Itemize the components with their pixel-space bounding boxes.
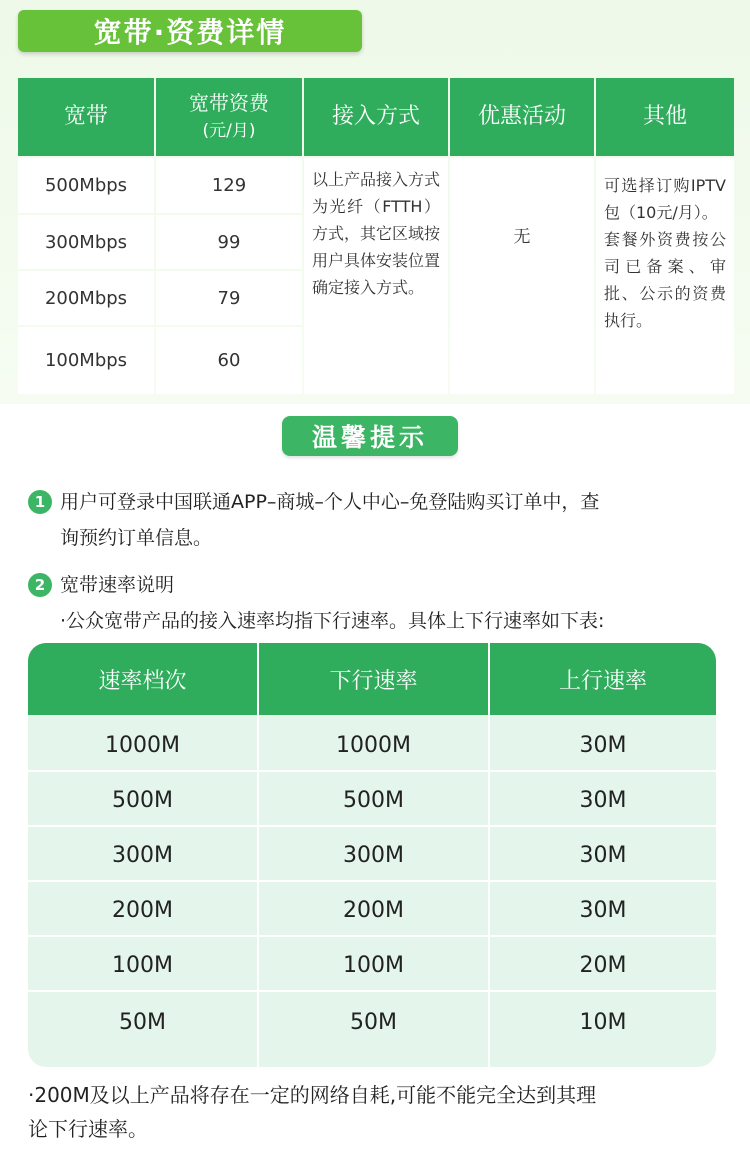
speed-cell: 30M	[579, 787, 627, 813]
speed-header-download: 下行速率	[259, 643, 488, 715]
fee-section-title: 宽带·资费详情	[18, 10, 362, 52]
speed-cell: 1000M	[105, 732, 180, 758]
bottom-note-line1: ·200M及以上产品将存在一定的网络自耗,可能不能完全达到其理	[28, 1083, 597, 1107]
speed-cell: 500M	[343, 787, 404, 813]
speed-table	[28, 643, 716, 1067]
fee-speed-cell: 300Mbps	[18, 215, 154, 269]
speed-cell: 30M	[579, 732, 627, 758]
fee-price-cell: 129	[156, 158, 302, 213]
speed-cell: 50M	[350, 1009, 397, 1035]
speed-cell: 10M	[579, 1009, 627, 1035]
tip-1-line2: 询预约订单信息。	[60, 527, 213, 549]
header-bandwidth: 宽带	[18, 78, 154, 156]
speed-cell: 500M	[112, 787, 173, 813]
speed-cell: 300M	[343, 842, 404, 868]
bottom-note-line2: 论下行速率。	[28, 1117, 148, 1141]
tip-2-line1: 宽带速率说明	[60, 574, 175, 596]
speed-header-upload: 上行速率	[490, 643, 716, 715]
header-other: 其他	[596, 78, 734, 156]
other-text-extra-fee: 套餐外资费按公司已备案、审批、公示的资费执行。	[604, 230, 726, 330]
header-fee	[156, 78, 302, 156]
header-promo: 优惠活动	[450, 78, 594, 156]
speed-header-tier: 速率档次	[28, 643, 257, 715]
speed-cell: 20M	[579, 952, 627, 978]
speed-cell: 200M	[112, 897, 173, 923]
tip-number-2: 2	[28, 573, 52, 597]
speed-cell: 50M	[119, 1009, 166, 1035]
header-fee-line2: (元/月)	[202, 121, 256, 141]
speed-cell: 30M	[579, 842, 627, 868]
header-fee-line1: 宽带资费	[189, 91, 269, 115]
speed-cell: 30M	[579, 897, 627, 923]
fee-speed-cell: 100Mbps	[18, 327, 154, 394]
promo-text: 无	[450, 158, 594, 394]
speed-cell: 300M	[112, 842, 173, 868]
fee-price-cell: 79	[156, 271, 302, 325]
bottom-note	[28, 1078, 728, 1146]
speed-cell: 200M	[343, 897, 404, 923]
speed-cell: 100M	[343, 952, 404, 978]
tip-1-line1: 用户可登录中国联通APP–商城–个人中心–免登陆购买订单中，查	[60, 491, 600, 513]
access-method-text: 以上产品接入方式为光纤（FTTH）方式，其它区域按用户具体安装位置确定接入方式。	[304, 158, 448, 394]
tips-title: 温馨提示	[282, 416, 458, 456]
fee-price-cell: 99	[156, 215, 302, 269]
other-text-iptv: 可选择订购IPTV包（10元/月）。	[604, 176, 726, 222]
fee-section	[0, 0, 750, 404]
speed-cell: 100M	[112, 952, 173, 978]
other-info	[596, 158, 734, 394]
tip-2-line2: ·公众宽带产品的接入速率均指下行速率。具体上下行速率如下表:	[60, 610, 605, 632]
header-access: 接入方式	[304, 78, 448, 156]
fee-price-cell: 60	[156, 327, 302, 394]
speed-cell: 1000M	[336, 732, 411, 758]
tip-number-1: 1	[28, 490, 52, 514]
fee-speed-cell: 500Mbps	[18, 158, 154, 213]
fee-speed-cell: 200Mbps	[18, 271, 154, 325]
fee-table	[18, 78, 734, 394]
